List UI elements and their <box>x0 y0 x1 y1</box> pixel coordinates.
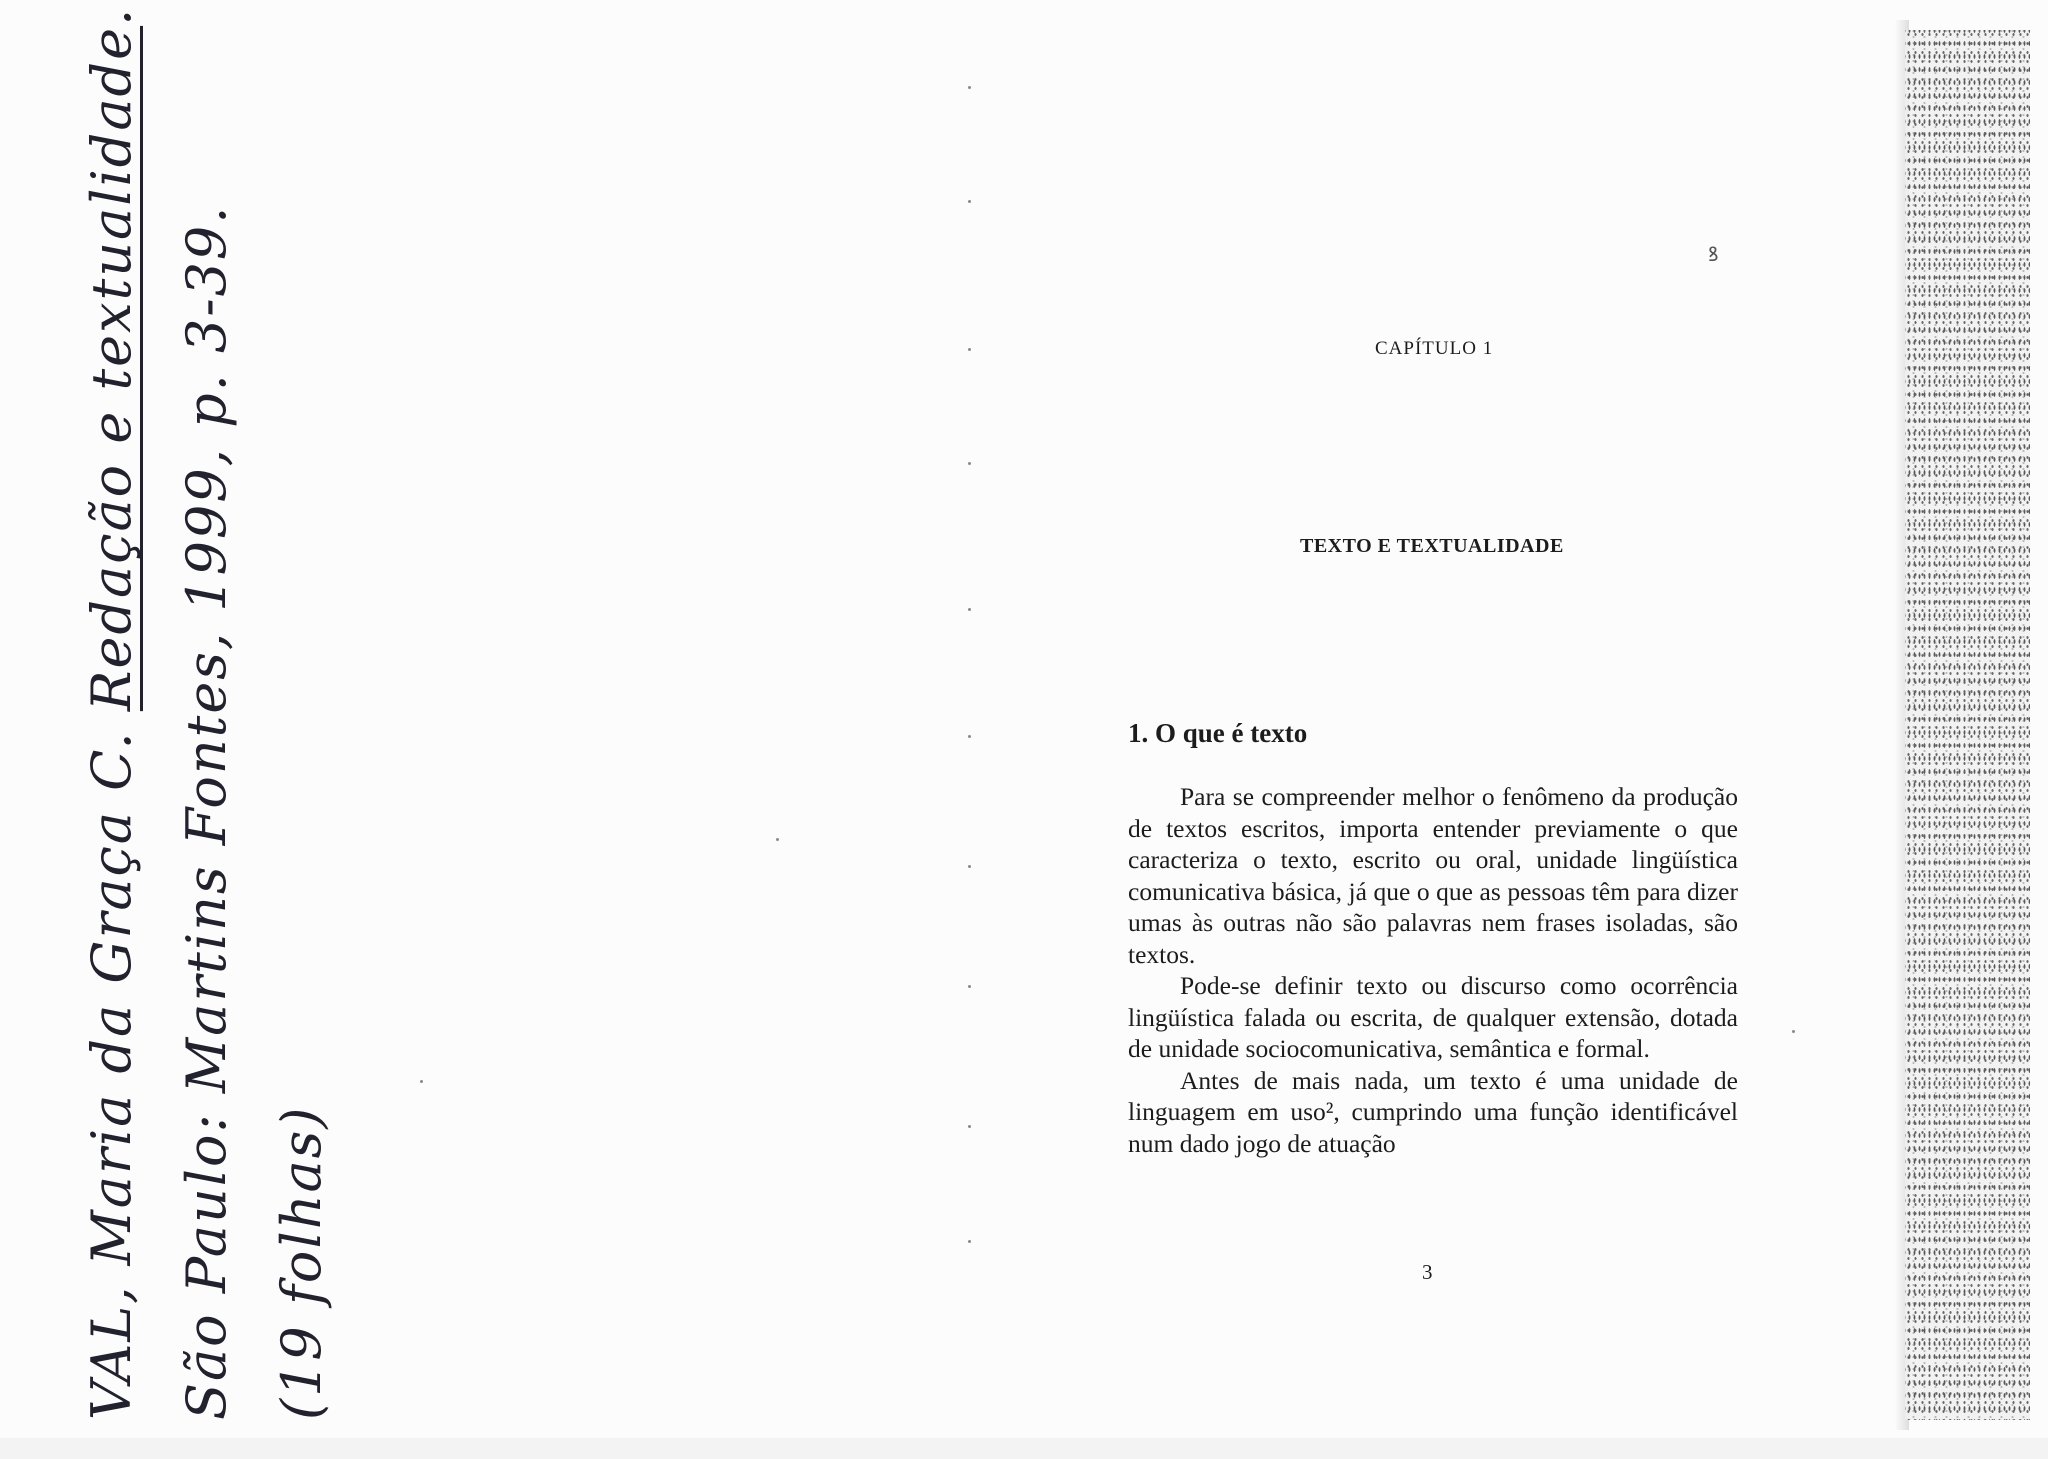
handwritten-reference <box>80 6 390 1420</box>
fold-mark <box>968 462 971 465</box>
fold-mark <box>968 348 971 351</box>
page-number: 3 <box>1422 1260 1433 1284</box>
fold-mark <box>968 200 971 203</box>
printed-page <box>1120 0 1840 1459</box>
stray-mark: ꝸ <box>1708 244 1719 266</box>
fold-mark <box>968 1125 971 1128</box>
handwritten-line-2: São Paulo: Martins Fontes, 1999, p. 3-39. <box>175 204 238 1420</box>
handwritten-line-3: (19 folhas) <box>270 1105 333 1420</box>
fold-mark <box>968 86 971 89</box>
handwritten-period: . <box>80 6 143 26</box>
fold-mark <box>968 735 971 738</box>
section-heading: 1. O que é texto <box>1128 718 1308 748</box>
fold-mark <box>968 608 971 611</box>
handwritten-book-title: Redação e textualidade <box>80 25 143 712</box>
fold-mark <box>968 1240 971 1243</box>
fold-mark <box>968 985 971 988</box>
chapter-title: TEXTO E TEXTUALIDADE <box>1300 535 1564 557</box>
stray-dot <box>776 838 779 841</box>
paragraph: Para se compreender melhor o fenômeno da produção de textos escritos, importa entender previamente o que caracteriza o texto, escrito ou oral, unidade lingüística comunicativa básica, já que o que as pessoas têm para dizer umas às outras não são palavras nem frases isoladas, são textos. <box>1128 782 1738 969</box>
paragraph: Pode-se definir texto ou discurso como ocorrência lingüística falada ou escrita, de qualquer extensão, dotada de unidade sociocomunicativa, semântica e formal. <box>1128 971 1738 1063</box>
handwritten-line-1 <box>80 7 143 1420</box>
paragraph: Antes de mais nada, um texto é uma unidade de linguagem em uso², cumprindo uma função identificável num dado jogo de atuação <box>1128 1065 1738 1158</box>
handwritten-author: VAL, Maria da Graça C. <box>80 730 143 1420</box>
stray-dot <box>420 1080 423 1083</box>
scan-edge-speckle <box>1905 30 2030 1420</box>
body-text <box>1128 781 1738 1159</box>
fold-mark <box>968 865 971 868</box>
chapter-label: CAPÍTULO 1 <box>1375 338 1494 359</box>
scan-bottom-edge <box>0 1438 2048 1459</box>
